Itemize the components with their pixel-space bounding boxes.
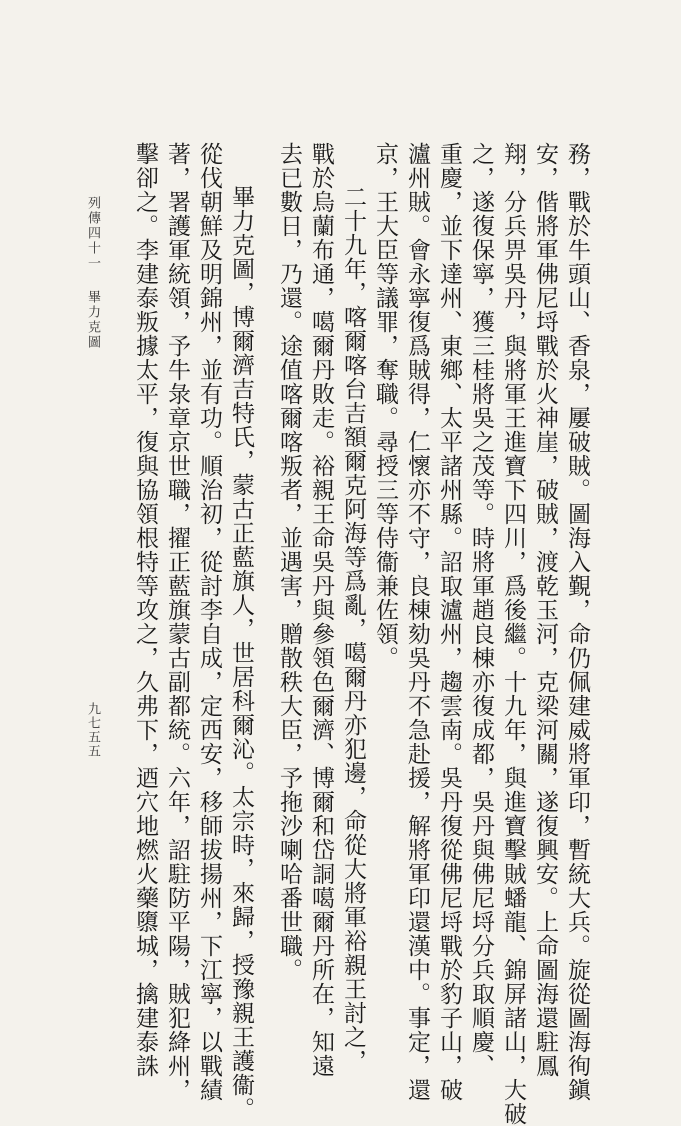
text-column-7: 京，王大臣等議罪，奪職。尋授三等侍衞兼佐領。 bbox=[372, 142, 398, 670]
text-column-12: 從伐朝鮮及明錦州，並有功。順治初，從討李自成，定西安，移師拔揚州，下江寧，以戰績 bbox=[196, 142, 222, 1102]
text-column-8: 二十九年，喀爾喀台吉額爾克阿海等爲亂，噶爾丹亦犯邊，命從大將軍裕親王討之， bbox=[340, 185, 366, 1073]
text-column-4: 之，遂復保寧，獲三桂將吳之茂等。時將軍趙良棟亦復成都，吳丹與佛尼埒分兵取順慶、 bbox=[468, 142, 494, 1078]
text-column-2: 安，偕將軍佛尼埒戰於火神崖，破賊，渡乾玉河，克梁河關，遂復興安。上命圖海還駐鳳 bbox=[532, 142, 558, 1078]
text-column-5: 重慶，並下達州、東鄉、太平諸州縣。詔取瀘州，趨雲南。吳丹復從佛尼埒戰於豹子山，破 bbox=[436, 142, 462, 1102]
text-column-6: 瀘州賊。會永寧復爲賊得，仁懷亦不守，良棟劾吳丹不急赴援，解將軍印還漢中。事定，還 bbox=[404, 142, 430, 1102]
text-column-10: 去已數日，乃還。途值喀爾喀叛者，並遇害，贈散秩大臣，予拖沙喇哈番世職。 bbox=[276, 142, 302, 982]
text-column-13: 著，署護軍統領，予牛彔章京世職，擢正藍旗蒙古副都統。六年，詔駐防平陽，賊犯絳州， bbox=[164, 142, 190, 1102]
text-column-9: 戰於烏蘭布通，噶爾丹敗走。裕親王命吳丹與參領色爾濟、博爾和岱詷噶爾丹所在，知遠 bbox=[308, 142, 334, 1078]
page-number: 九七五五 bbox=[85, 702, 100, 758]
text-column-14: 擊卻之。李建泰叛據太平，復與協領根特等攻之，久弗下，迺穴地燃火藥隳城，擒建泰誅 bbox=[132, 142, 158, 1078]
text-column-11: 畢力克圖，博爾濟吉特氏，蒙古正藍旗人，世居科爾沁。太宗時，來歸，授豫親王護衞。 bbox=[228, 185, 254, 1121]
text-column-1: 務，戰於牛頭山、香泉，屢破賊。圖海入覲，命仍佩建威將軍印，暫統大兵。旋從圖海徇鎭 bbox=[564, 142, 590, 1102]
running-header-chapter: 列傳四十一 bbox=[85, 196, 100, 271]
running-header-title: 畢力克圖 bbox=[85, 290, 100, 350]
text-column-3: 翔，分兵畀吳丹，與將軍王進寶下四川，爲後繼。十九年，與進寶擊賊蟠龍、錦屏諸山，大破 bbox=[500, 142, 526, 1126]
